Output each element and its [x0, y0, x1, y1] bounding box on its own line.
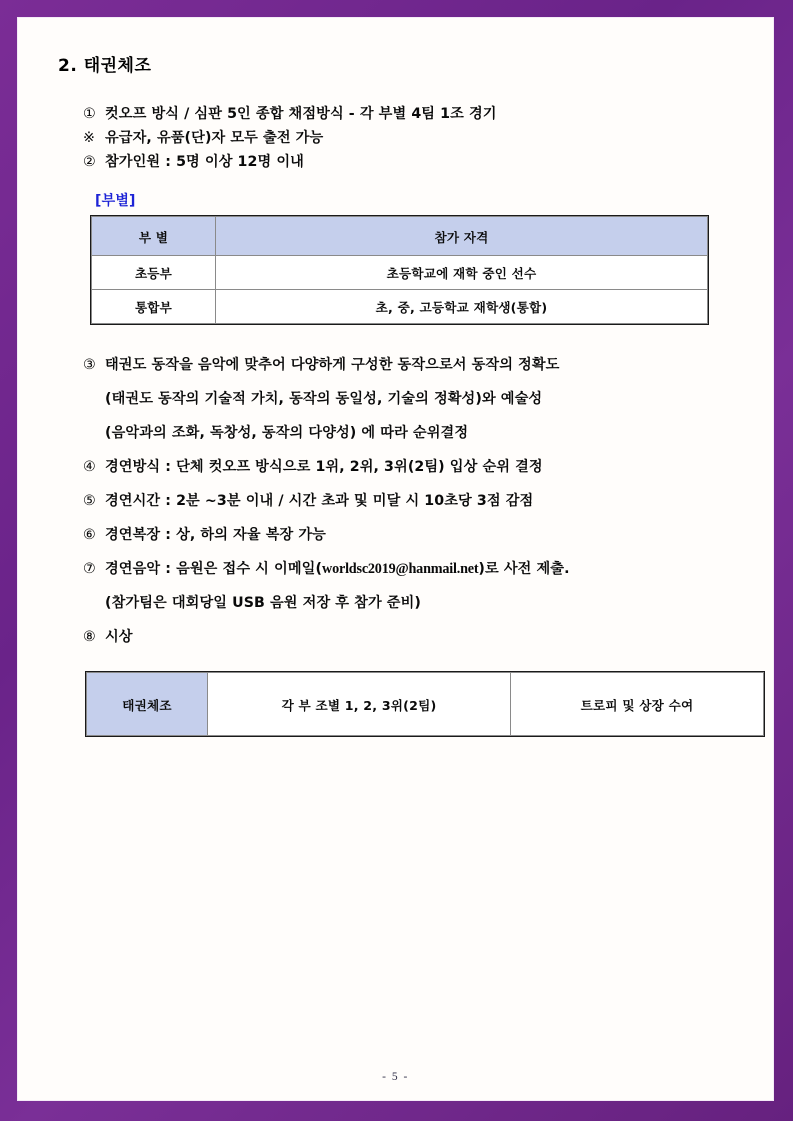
list-marker-6: ⑥: [83, 527, 96, 543]
list-marker-5: ⑤: [83, 493, 96, 509]
list-item-3-line3: (음악과의 조화, 독창성, 동작의 다양성) 에 따라 순위결정: [105, 425, 469, 441]
list-item-7-line2: (참가팀은 대회당일 USB 음원 저장 후 참가 준비): [105, 595, 421, 611]
list-item-1: [83, 102, 744, 126]
cell-placings: 각 부 조별 1, 2, 3위(2팀): [208, 673, 511, 736]
list-item-7: [83, 552, 744, 586]
email-address: worldsc2019@hanmail.net: [322, 561, 479, 577]
cell-qualification: 초등학교에 재학 중인 선수: [216, 256, 708, 290]
cell-prize: 트로피 및 상장 수여: [511, 673, 764, 736]
table-row: [87, 673, 764, 736]
list-item-1-text: 컷오프 방식 / 심판 5인 종합 채점방식 - 각 부별 4팀 1조 경기: [105, 106, 497, 122]
list-item-6: [83, 518, 744, 552]
table-row: [92, 256, 708, 290]
list-item-4-text: 경연방식 : 단체 컷오프 방식으로 1위, 2위, 3위(2팀) 입상 순위 결정: [105, 459, 543, 475]
list-marker-7: ⑦: [83, 561, 96, 577]
page-sheet: [17, 17, 774, 1101]
list-marker-8: ⑧: [83, 629, 96, 645]
list-marker-4: ④: [83, 459, 96, 475]
list-item-3: [83, 348, 744, 382]
list-item-6-text: 경연복장 : 상, 하의 자율 복장 가능: [105, 527, 326, 543]
list-item-7-cont: [83, 586, 744, 620]
list-item-2-text: 참가인원 : 5명 이상 12명 이내: [105, 154, 304, 170]
list-marker-2: ②: [83, 154, 96, 170]
list-item-4: [83, 450, 744, 484]
award-table: [86, 672, 764, 736]
list-item-5: [83, 484, 744, 518]
page-number: - 5 -: [382, 1071, 409, 1083]
list-item-2: [83, 150, 744, 174]
list-item-3-text: 태권도 동작을 음악에 맞추어 다양하게 구성한 동작으로서 동작의 정확도: [105, 357, 560, 373]
cell-division: 초등부: [92, 256, 216, 290]
table-row: [92, 290, 708, 324]
page-title: 2. 태권체조: [58, 56, 152, 76]
cell-division: 통합부: [92, 290, 216, 324]
column-header-qualification: 참가 자격: [216, 217, 708, 256]
column-header-division: 부 별: [92, 217, 216, 256]
cell-event-name: 태권체조: [87, 673, 208, 736]
page-content: [17, 17, 774, 1101]
list-marker-3: ③: [83, 357, 96, 373]
list-item-7-suffix: )로 사전 제출.: [478, 561, 570, 577]
list-item-3-cont-1: [83, 382, 744, 416]
list-item-note: [83, 126, 744, 150]
asterisk-icon: ※: [83, 130, 95, 146]
list-marker-1: ①: [83, 106, 96, 122]
list-item-8-text: 시상: [105, 629, 133, 645]
list-item-5-text: 경연시간 : 2분 ~3분 이내 / 시간 초과 및 미달 시 10초당 3점 감점: [105, 493, 534, 509]
body-content: [83, 102, 744, 736]
cell-qualification: 초, 중, 고등학교 재학생(통합): [216, 290, 708, 324]
list-item-3-line2: (태권도 동작의 기술적 가치, 동작의 동일성, 기술의 정확성)와 예술성: [105, 391, 543, 407]
list-item-note-text: 유급자, 유품(단)자 모두 출전 가능: [105, 130, 324, 146]
list-item-8: [83, 620, 744, 654]
division-section-label: [부별]: [95, 193, 136, 209]
table-header-row: [92, 217, 708, 256]
division-table: [91, 216, 708, 324]
list-item-7-prefix: 경연음악 : 음원은 접수 시 이메일(: [105, 561, 323, 577]
list-item-3-cont-2: [83, 416, 744, 450]
